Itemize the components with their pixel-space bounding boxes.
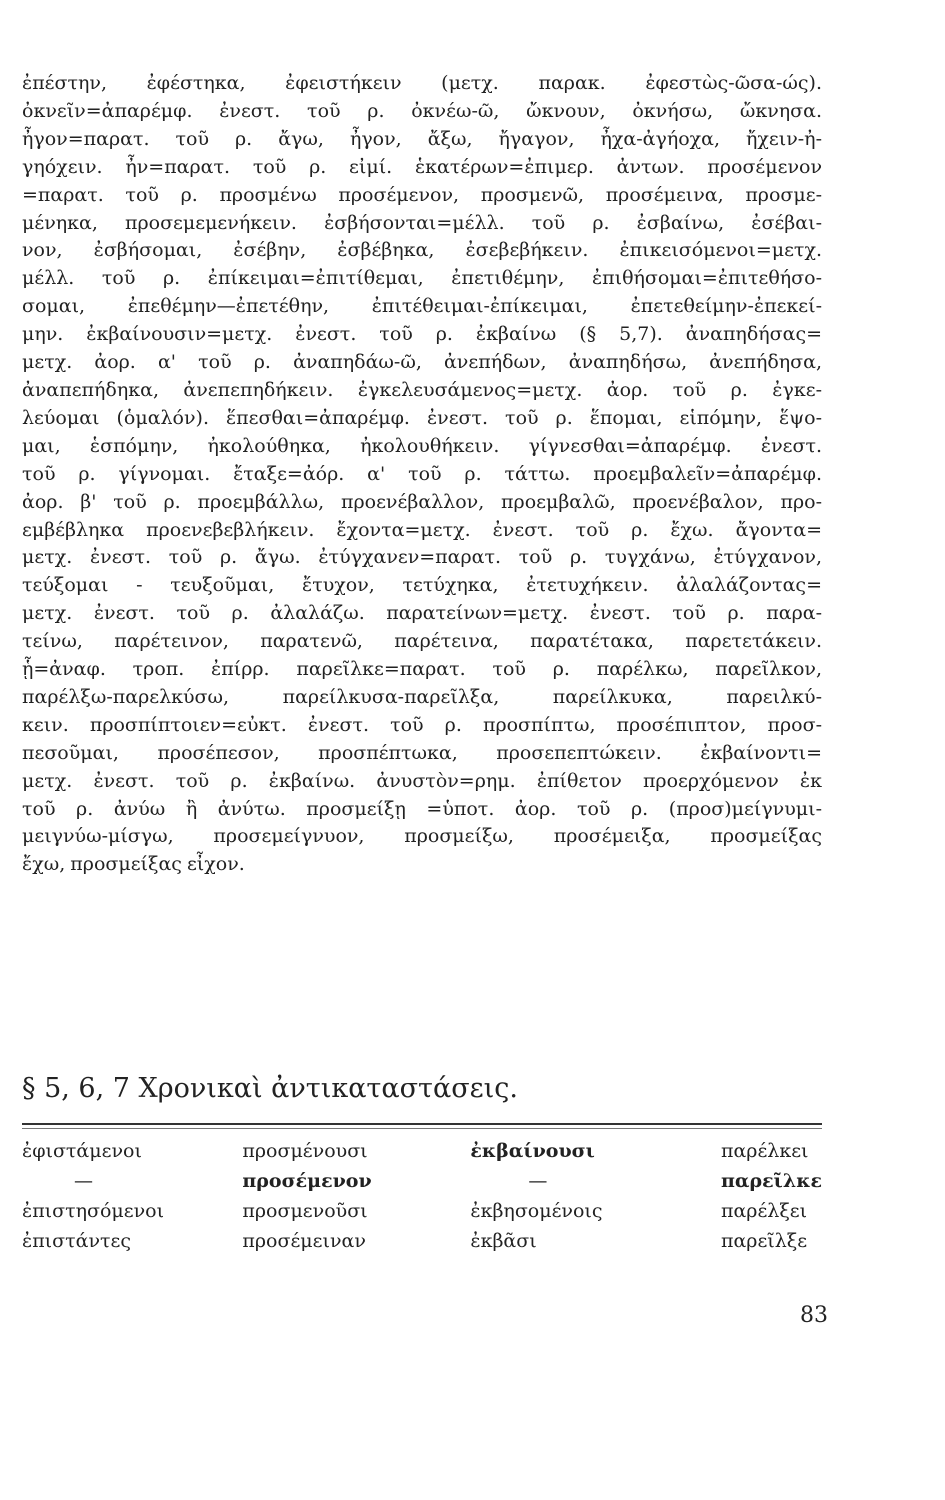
page-number: 83	[800, 1303, 828, 1328]
table-row	[22, 1170, 822, 1200]
text-line: νον, ἐσβήσομαι, ἐσέβην, ἐσβέβηκα, ἐσεβεβήκειν. ἐπικεισόμενοι=μετχ.	[22, 239, 822, 262]
text-line: μένηκα, προσεμεμενήκειν. ἐσβήσονται=μέλλ. τοῦ ρ. ἐσβαίνω, ἐσέβαι-	[22, 211, 822, 234]
table-top-rule-thin	[22, 1128, 822, 1129]
text-line: λεύομαι (ὁμαλόν). ἕπεσθαι=ἀπαρέμφ. ἐνεστ. τοῦ ρ. ἕπομαι, εἱπόμην, ἕψο-	[22, 406, 822, 429]
text-line: τείνω, παρέτεινον, παρατενῶ, παρέτεινα, παρατέτακα, παρετετάκειν.	[22, 630, 822, 653]
table-cell: παρέλκει	[720, 1140, 809, 1162]
table-row	[22, 1230, 822, 1260]
table-row	[22, 1200, 822, 1230]
text-line: μετχ. ἐνεστ. τοῦ ρ. ἀλαλάζω. παρατείνων=μετχ. ἐνεστ. τοῦ ρ. παρα-	[22, 602, 822, 625]
table-cell: ἐκβαίνουσι	[470, 1140, 595, 1162]
text-line: παρέλξω-παρελκύσω, παρείλκυσα-παρεῖλξα, παρείλκυκα, παρειλκύ-	[22, 685, 822, 708]
table-cell: ἐφιστάμενοι	[22, 1140, 142, 1162]
table-cell: παρέλξει	[720, 1200, 808, 1222]
table-cell: —	[74, 1170, 93, 1192]
text-line: σομαι, ἐπεθέμην—ἐπετέθην, ἐπιτέθειμαι-ἐπίκειμαι, ἐπετεθείμην-ἐπεκεί-	[22, 295, 822, 318]
text-line: ἀναπεπήδηκα, ἀνεπεπηδήκειν. ἐγκελευσάμενος=μετχ. ἀορ. τοῦ ρ. ἐγκε-	[22, 378, 822, 401]
table-cell: ἐπιστησόμενοι	[22, 1200, 165, 1222]
text-line: μαι, ἑσπόμην, ἠκολούθηκα, ἠκολουθήκειν. γίγνεσθαι=ἀπαρέμφ. ἐνεστ.	[22, 434, 822, 457]
text-line: μειγνύω-μίσγω, προσεμείγνυον, προσμείξω, προσέμειξα, προσμείξας	[22, 825, 822, 848]
text-line: ἔχω, προσμείξας εἶχον.	[22, 853, 245, 876]
text-line: μετχ. ἀορ. α' τοῦ ρ. ἀναπηδάω-ῶ, ἀνεπήδων, ἀναπηδήσω, ἀνεπήδησα,	[22, 351, 822, 374]
table-cell: προσμενοῦσι	[242, 1200, 368, 1222]
text-line: =παρατ. τοῦ ρ. προσμένω προσέμενον, προσμενῶ, προσέμεινα, προσμε-	[22, 183, 822, 206]
text-line: κειν. προσπίπτοιεν=εὐκτ. ἐνεστ. τοῦ ρ. προσπίπτω, προσέπιπτον, προσ-	[22, 713, 822, 736]
text-line: εμβέβληκα προενεβεβλήκειν. ἔχοντα=μετχ. ἐνεστ. τοῦ ρ. ἔχω. ἄγοντα=	[22, 518, 822, 541]
text-line: ἦγον=παρατ. τοῦ ρ. ἄγω, ἦγον, ἄξω, ἤγαγον, ἦχα-ἀγήοχα, ἤχειν-ἠ-	[22, 127, 822, 150]
text-line: τοῦ ρ. ἀνύω ἢ ἀνύτω. προσμείξῃ =ὑποτ. ἀορ. τοῦ ρ. (προσ)μείγνυμι-	[22, 797, 822, 820]
text-line: μετχ. ἐνεστ. τοῦ ρ. ἐκβαίνω. ἀνυστὸν=ρημ. ἐπίθετον προερχόμενον ἐκ	[22, 769, 822, 792]
table-cell: παρεῖλκε	[720, 1170, 822, 1192]
text-line: μέλλ. τοῦ ρ. ἐπίκειμαι=ἐπιτίθεμαι, ἐπετιθέμην, ἐπιθήσομαι=ἐπιτεθήσο-	[22, 267, 822, 290]
text-line: ἐπέστην, ἐφέστηκα, ἐφειστήκειν (μετχ. παρακ. ἐφεστὼς-ῶσα-ώς).	[22, 72, 822, 94]
table-cell: ἐκβᾶσι	[470, 1230, 537, 1252]
text-line: ὀκνεῖν=ἀπαρέμφ. ἐνεστ. τοῦ ρ. ὀκνέω-ῶ, ὤκνουν, ὀκνήσω, ὤκνησα.	[22, 99, 822, 122]
table-cell: παρεῖλξε	[720, 1230, 808, 1252]
text-line: ᾗ=ἀναφ. τροπ. ἐπίρρ. παρεῖλκε=παρατ. τοῦ ρ. παρέλκω, παρεῖλκον,	[22, 658, 822, 681]
text-line: πεσοῦμαι, προσέπεσον, προσπέπτωκα, προσεπεπτώκειν. ἐκβαίνοντι=	[22, 741, 822, 764]
body-text	[22, 70, 822, 879]
table-cell: προσμένουσι	[242, 1140, 368, 1162]
text-line: ἀορ. β' τοῦ ρ. προεμβάλλω, προενέβαλλον, προεμβαλῶ, προενέβαλον, προ-	[22, 490, 822, 513]
text-line: γηόχειν. ἦν=παρατ. τοῦ ρ. εἰμί. ἑκατέρων=ἐπιμερ. ἀντων. προσέμενον	[22, 155, 822, 178]
tense-substitution-table	[22, 1140, 822, 1260]
text-line: μετχ. ἐνεστ. τοῦ ρ. ἄγω. ἐτύγχανεν=παρατ. τοῦ ρ. τυγχάνω, ἐτύγχανον,	[22, 546, 822, 569]
text-line: μην. ἐκβαίνουσιν=μετχ. ἐνεστ. τοῦ ρ. ἐκβαίνω (§ 5,7). ἀναπηδήσας=	[22, 323, 822, 346]
table-cell: προσέμειναν	[242, 1230, 366, 1252]
table-cell: προσέμενον	[242, 1170, 372, 1192]
section-heading: § 5, 6, 7 Χρονικαὶ ἀντικαταστάσεις.	[22, 1073, 518, 1104]
text-line: τοῦ ρ. γίγνομαι. ἔταξε=ἀόρ. α' τοῦ ρ. τάττω. προεμβαλεῖν=ἀπαρέμφ.	[22, 462, 822, 485]
table-cell: ἐκβησομένοις	[470, 1200, 603, 1222]
text-line: τεύξομαι - τευξοῦμαι, ἔτυχον, τετύχηκα, ἐτετυχήκειν. ἀλαλάζοντας=	[22, 574, 822, 597]
table-cell: —	[528, 1170, 548, 1192]
table-row	[22, 1140, 822, 1170]
table-cell: ἐπιστάντες	[22, 1230, 131, 1252]
table-top-rule	[22, 1123, 822, 1125]
